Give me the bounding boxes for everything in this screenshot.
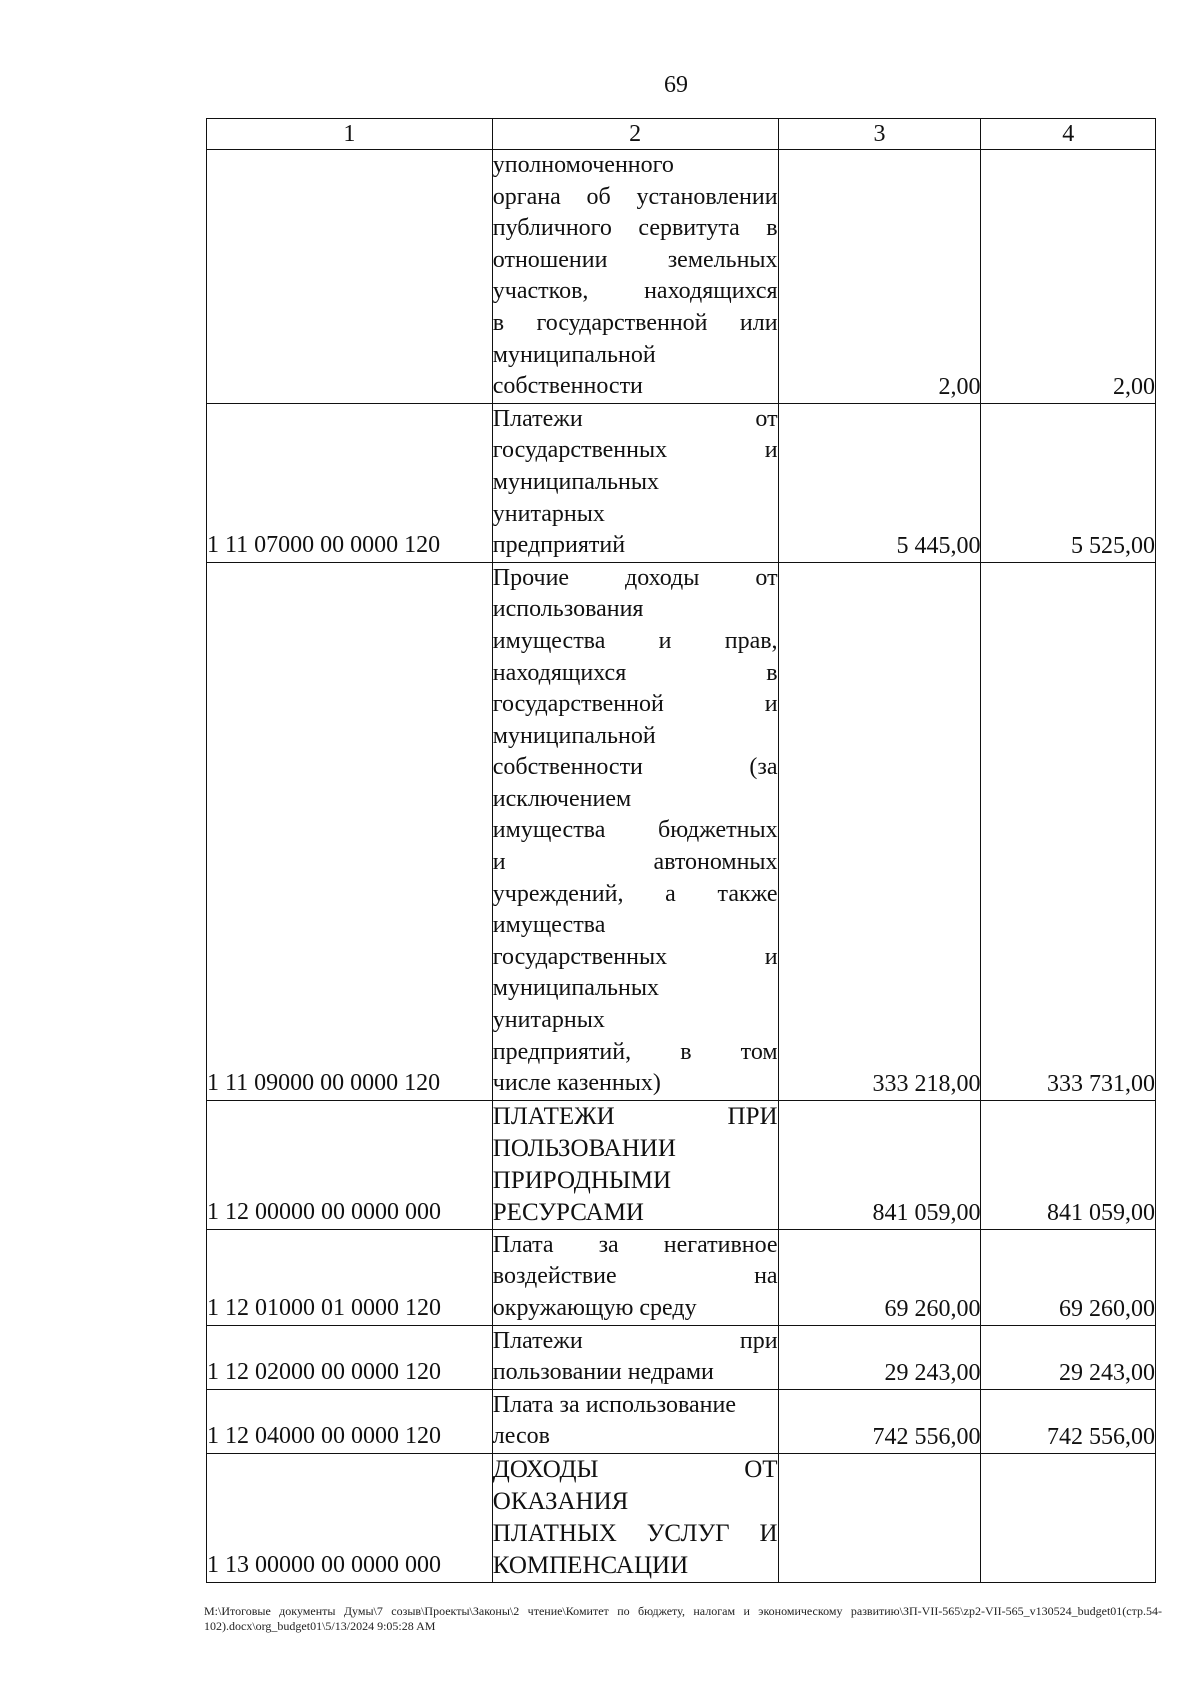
description-line: пользовании недрами <box>492 1359 714 1386</box>
description-line: государственных и <box>492 437 778 464</box>
description-line: в государственной или <box>492 309 778 336</box>
description-cell <box>492 562 778 1100</box>
amount-value: 2,00 <box>938 373 981 400</box>
amount-col4-cell <box>981 1229 1156 1325</box>
description-line: имущества <box>492 912 606 939</box>
description-line: муниципальной <box>492 722 656 749</box>
amount-value: 5 445,00 <box>896 532 981 559</box>
column-header-2: 2 <box>492 119 778 150</box>
amount-value: 742 556,00 <box>1047 1423 1155 1450</box>
table-row <box>207 403 1156 562</box>
table-row <box>207 1100 1156 1229</box>
description-cell <box>492 1453 778 1582</box>
table-row <box>207 150 1156 404</box>
amount-col3-cell <box>778 1453 981 1582</box>
description-line: ПРИРОДНЫМИ <box>492 1166 672 1194</box>
description-line: государственных и <box>492 943 778 970</box>
description-line: лесов <box>492 1423 550 1450</box>
description-cell <box>492 1100 778 1229</box>
budget-code-cell: 1 12 01000 01 0000 120 <box>207 1229 493 1325</box>
description-line: муниципальных <box>492 975 659 1002</box>
description-line: Платежи от <box>492 405 778 432</box>
description-line: ПЛАТЕЖИ ПРИ <box>492 1102 778 1130</box>
amount-col3-cell <box>778 403 981 562</box>
amount-value <box>981 1551 1155 1582</box>
amount-value: 742 556,00 <box>872 1423 981 1450</box>
description-line: собственности <box>492 373 643 400</box>
budget-code-cell: 1 11 07000 00 0000 120 <box>207 403 493 562</box>
budget-table-body <box>207 119 1156 1583</box>
description-cell <box>492 150 778 404</box>
table-row <box>207 562 1156 1100</box>
description-line: Прочие доходы от <box>492 564 778 591</box>
table-row <box>207 1229 1156 1325</box>
description-line: числе казенных) <box>492 1070 661 1097</box>
description-line: предприятий <box>492 532 626 559</box>
description-cell <box>492 1325 778 1389</box>
description-cell <box>492 403 778 562</box>
amount-col4-cell <box>981 1453 1156 1582</box>
amount-col3-cell <box>778 1229 981 1325</box>
amount-col3-cell <box>778 1100 981 1229</box>
description-cell <box>492 1229 778 1325</box>
amount-value <box>779 1551 981 1582</box>
description-line: унитарных <box>492 500 605 527</box>
description-line: уполномоченного <box>492 152 674 178</box>
description-line: находящихся в <box>492 659 778 686</box>
description-line: Плата за негативное <box>492 1231 778 1258</box>
description-line: и автономных <box>492 849 778 876</box>
amount-col3-cell <box>778 1389 981 1453</box>
amount-value: 29 243,00 <box>884 1359 981 1386</box>
description-cell <box>492 1389 778 1453</box>
description-line: исключением <box>492 785 632 812</box>
description-line: муниципальной <box>492 341 656 368</box>
description-line: публичного сервитута в <box>492 215 778 242</box>
description-line: собственности (за <box>492 754 778 781</box>
amount-value: 69 260,00 <box>1059 1295 1155 1322</box>
column-header-4: 4 <box>981 119 1156 150</box>
description-line: имущества бюджетных <box>492 817 778 844</box>
header-row <box>207 119 1156 150</box>
amount-value: 2,00 <box>1113 373 1155 400</box>
table-row <box>207 1325 1156 1389</box>
table-row <box>207 1453 1156 1582</box>
description-line: Плата за использование <box>492 1391 736 1418</box>
page-number: 69 <box>664 72 688 98</box>
description-line: КОМПЕНСАЦИИ <box>492 1551 689 1579</box>
amount-col4-cell <box>981 1325 1156 1389</box>
column-header-3: 3 <box>778 119 981 150</box>
column-header-1: 1 <box>207 119 493 150</box>
description-line: ПОЛЬЗОВАНИИ <box>492 1134 676 1162</box>
amount-col4-cell <box>981 562 1156 1100</box>
amount-col4-cell <box>981 403 1156 562</box>
description-line: ПЛАТНЫХ УСЛУГ И <box>492 1519 778 1547</box>
table-row <box>207 1389 1156 1453</box>
budget-code-cell: 1 13 00000 00 0000 000 <box>207 1453 493 1582</box>
description-line: отношении земельных <box>492 246 778 273</box>
description-line: учреждений, а также <box>492 880 778 907</box>
description-line: предприятий, в том <box>492 1038 778 1065</box>
description-line: РЕСУРСАМИ <box>492 1198 644 1226</box>
description-line: участков, находящихся <box>492 278 778 305</box>
amount-col4-cell <box>981 1100 1156 1229</box>
budget-code-cell: 1 11 09000 00 0000 120 <box>207 562 493 1100</box>
description-line: использования <box>492 596 644 623</box>
footer-file-path: M:\Итоговые документы Думы\7 созыв\Проекты\Законы\2 чтение\Комитет по бюджету, налогам и экономическому развитию\ЗП-VII-565\zp2-VII-565_v130524_budget01(стр.54-102).docx\org_budget01\5/13/2024 9:05:28 AM <box>204 1604 1162 1633</box>
amount-value: 333 218,00 <box>872 1070 981 1097</box>
amount-value: 5 525,00 <box>1071 532 1155 559</box>
budget-code-cell <box>207 150 493 404</box>
amount-value: 29 243,00 <box>1059 1359 1155 1386</box>
amount-col4-cell <box>981 150 1156 404</box>
amount-col3-cell <box>778 150 981 404</box>
budget-code-cell: 1 12 04000 00 0000 120 <box>207 1389 493 1453</box>
amount-value: 333 731,00 <box>1047 1070 1155 1097</box>
amount-value: 69 260,00 <box>884 1295 981 1322</box>
description-line: муниципальных <box>492 468 659 495</box>
amount-col4-cell <box>981 1389 1156 1453</box>
budget-code-cell: 1 12 00000 00 0000 000 <box>207 1100 493 1229</box>
description-line: органа об установлении <box>492 183 778 210</box>
amount-value: 841 059,00 <box>872 1199 981 1226</box>
amount-value: 841 059,00 <box>1047 1199 1155 1226</box>
description-line: государственной и <box>492 691 778 718</box>
description-line: окружающую среду <box>492 1295 697 1321</box>
description-line: имущества и прав, <box>492 627 778 654</box>
amount-col3-cell <box>778 562 981 1100</box>
description-line: ДОХОДЫ ОТ <box>492 1455 778 1483</box>
budget-code-cell: 1 12 02000 00 0000 120 <box>207 1325 493 1389</box>
description-line: Платежи при <box>492 1327 778 1354</box>
budget-table <box>206 118 1156 1583</box>
description-line: воздействие на <box>492 1263 778 1290</box>
description-line: унитарных <box>492 1007 605 1034</box>
description-line: ОКАЗАНИЯ <box>492 1487 629 1515</box>
amount-col3-cell <box>778 1325 981 1389</box>
